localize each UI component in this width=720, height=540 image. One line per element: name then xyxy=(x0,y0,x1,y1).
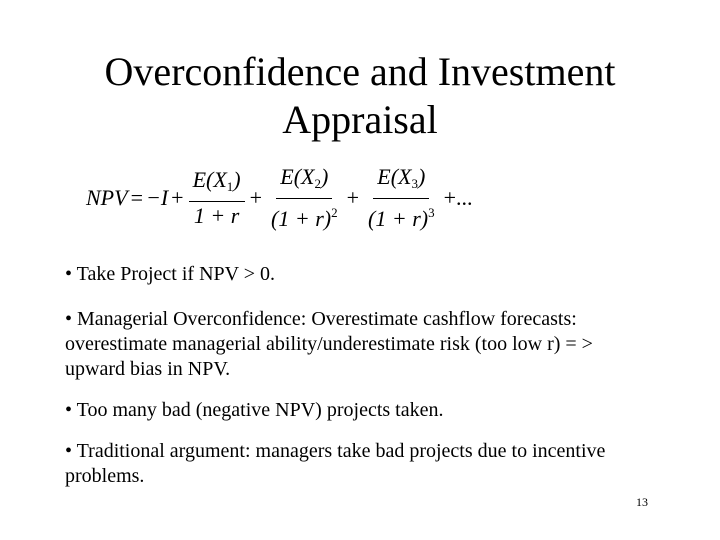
bullet-managerial-overconfidence: • Managerial Overconfidence: Overestimate cashflow forecasts: overestimate managerial ability/underestimate risk (too low r) = > upward bias in NPV. xyxy=(65,308,593,380)
formula-equals: = xyxy=(130,185,143,210)
bullet-traditional-argument: • Traditional argument: managers take bad projects due to incentive problems. xyxy=(65,440,606,487)
formula-minus-i: −I xyxy=(145,185,169,210)
page-number: 13 xyxy=(636,495,648,509)
term-3-denominator: $(1 + r)^3$ xyxy=(368,205,435,231)
formula-term-3 xyxy=(364,163,439,233)
bullet-take-project: • Take Project if NPV > 0. xyxy=(65,263,276,285)
formula-plus-3: + xyxy=(346,185,360,210)
formula-term-1 xyxy=(189,166,245,230)
slide-title xyxy=(60,48,660,144)
formula-term-2 xyxy=(267,163,342,233)
term-2-denominator: $(1 + r)^2$ xyxy=(271,205,338,231)
title-line-1: Overconfidence and Investment xyxy=(104,49,616,94)
bullet-list xyxy=(65,262,635,505)
bullet-too-many-bad-projects: • Too many bad (negative NPV) projects taken. xyxy=(65,399,444,421)
formula-lhs: NPV xyxy=(86,185,128,210)
term-2-numerator: $E(X_2)$ xyxy=(276,163,332,199)
formula-plus-1: + xyxy=(171,185,184,210)
formula-plus-2: + xyxy=(249,185,263,210)
term-1-numerator: $E(X_1)$ xyxy=(189,166,245,202)
title-line-2: Appraisal xyxy=(282,97,438,142)
formula-ellipsis: +... xyxy=(443,185,473,210)
term-1-denominator: 1 + r xyxy=(193,203,240,228)
term-3-numerator: $E(X_3)$ xyxy=(373,163,429,199)
npv-formula xyxy=(86,160,476,236)
